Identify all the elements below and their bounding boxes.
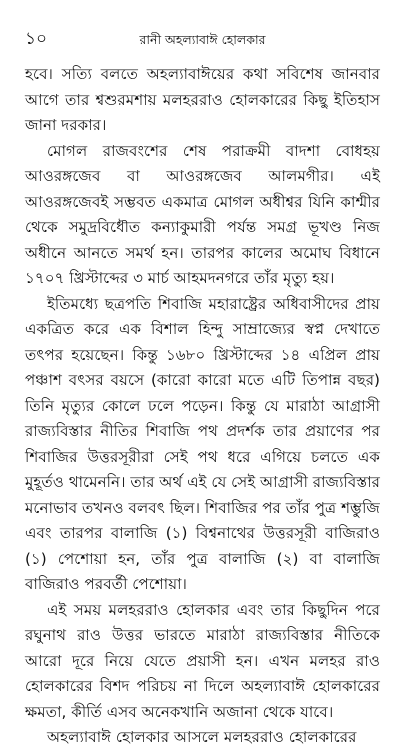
paragraph-2: মোগল রাজবংশের শেষ পরাক্রমী বাদশা বোধহয় আওরঙ্গজেব বা আওরঙ্গজেব আলমগীর। এই আওরঙ্গজেবই সম্ভবত একমাত্র মোগল অধীশ্বর যিনি কাশ্মীর থেকে সমুদ্রবিধৌত কন্যাকুমারী পর্যন্ত সমগ্র ভূখণ্ড নিজ অধীনে আনতে সমর্থ হন। তারপর কালের অমোঘ বিধানে ১৭০৭ খ্রিস্টাব্দের ৩ মার্চ আহমদনগরে তাঁর মৃত্যু হয়। [25, 141, 380, 287]
page-header [25, 26, 380, 52]
paragraph-5: অহল্যাবাঈ হোলকার আসলে মলহররাও হোলকারের [47, 728, 357, 746]
paragraph-4: এই সময় মলহররাও হোলকার এবং তার কিছুদিন পরে রঘুনাথ রাও উত্তর ভারতে মারাঠা রাজ্যবিস্তার নীতিকে আরো দূরে নিয়ে যেতে প্রয়াসী হন। এখন মলহর রাও হোলকারের বিশদ পরিচয় না দিলে অহল্যাবাঈ হোলকারের ক্ষমতা, কীর্তি এসব অনেকখানি অজানা থেকে যাবে। [25, 600, 380, 721]
paragraph-3: ইতিমধ্যে ছত্রপতি শিবাজি মহারাষ্ট্রের অধিবাসীদের প্রায় একত্রিত করে এক বিশাল হিন্দু সাম্রাজ্যের স্বপ্ন দেখাতে তৎপর হয়েছেন। কিন্তু ১৬৮০ খ্রিস্টাব্দের ১৪ এপ্রিল প্রায় পঞ্চাশ বৎসর বয়সে (কারো কারো মতে এটি তিপান্ন বছর) তিনি মৃত্যুর কোলে ঢলে পড়েন। কিন্তু যে মারাঠা আগ্রাসী রাজ্যবিস্তার নীতির শিবাজি পথ প্রদর্শক তার প্রয়াণের পর শিবাজির উত্তরসূরীরা সেই পথ ধরে এগিয়ে চলতে এক মুহূর্তও থামেননি। তার অর্থ এই যে সেই আগ্রাসী রাজ্যবিস্তার মনোভাব তখনও বলবৎ ছিল। শিবাজির পর তাঁর পুত্র শম্ভুজি এবং তারপর বালাজি (১) বিশ্বনাথের উত্তরসূরী বাজিরাও (১) পেশোয়া হন, তাঁর পুত্র বালাজি (২) বা বালাজি বাজিরাও পরবর্তী পেশোয়া। [25, 294, 380, 593]
page-number: ১০ [25, 29, 48, 49]
paragraph-1: হবে। সত্যি বলতে অহল্যাবাঈয়ের কথা সবিশেষ জানবার আগে তার শ্বশুরমশায় মলহররাও হোলকারের কিছু ইতিহাস জানা দরকার। [25, 65, 380, 134]
running-title: রানী অহল্যাবাঈ হোলকার [139, 32, 266, 47]
body-text [25, 62, 380, 751]
